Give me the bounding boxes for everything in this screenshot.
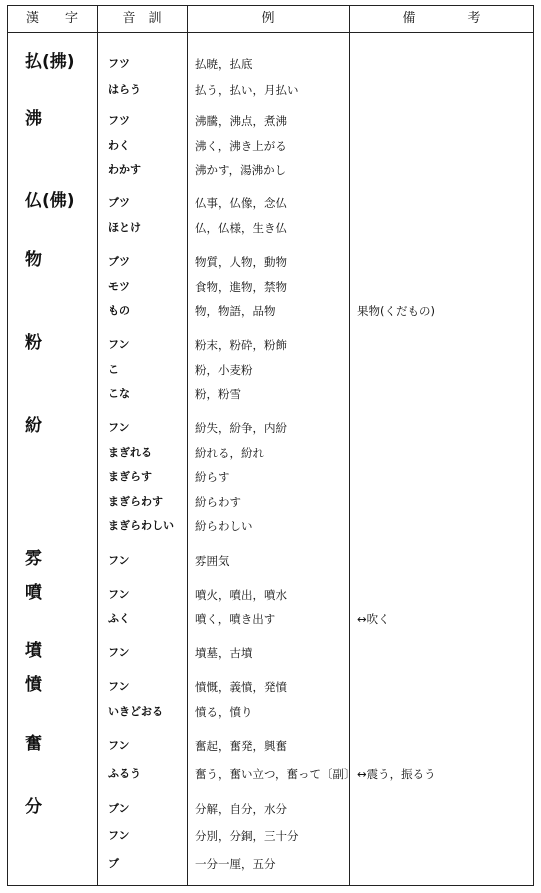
reading-cell: まぎらわす <box>108 495 163 508</box>
example-cell: 紛失，紛争，内紛 <box>195 421 287 435</box>
example-cell: 分解，自分，水分 <box>195 802 287 816</box>
reading-cell: はらう <box>108 83 141 96</box>
example-cell: 沸騰，沸点，煮沸 <box>195 114 287 128</box>
example-cell: 紛らわしい <box>195 519 253 533</box>
header-kanji: 漢 字 <box>25 11 78 26</box>
kanji-cell: 雰 <box>25 549 42 569</box>
example-cell: 雰囲気 <box>195 554 230 568</box>
reading-cell: ふく <box>108 612 130 625</box>
example-cell: 仏事，仏像，念仏 <box>195 196 287 210</box>
kanji-cell: 粉 <box>25 333 42 353</box>
header-divider <box>7 32 534 33</box>
example-cell: 食物，進物，禁物 <box>195 280 287 294</box>
kanji-cell: 噴 <box>25 583 42 603</box>
example-cell: 墳墓，古墳 <box>195 646 253 660</box>
column-divider <box>349 5 350 886</box>
reading-cell: こな <box>108 387 130 400</box>
reading-cell: フン <box>108 338 130 351</box>
reading-cell: こ <box>108 363 119 376</box>
example-cell: 噴火，噴出，噴水 <box>195 588 287 602</box>
reading-cell: ブツ <box>108 196 130 209</box>
reading-cell: フツ <box>108 57 130 70</box>
example-cell: 奮起，奮発，興奮 <box>195 739 287 753</box>
example-cell: 紛れる，紛れ <box>195 446 264 460</box>
example-cell: 憤る，憤り <box>195 705 253 719</box>
reading-cell: まぎれる <box>108 446 152 459</box>
example-cell: 憤慨，義憤，発憤 <box>195 680 287 694</box>
example-cell: 紛らわす <box>195 495 241 509</box>
reading-cell: フツ <box>108 114 130 127</box>
kanji-cell: 奮 <box>25 734 42 754</box>
reading-cell: いきどおる <box>108 705 163 718</box>
column-divider <box>97 5 98 886</box>
reading-cell: フン <box>108 680 130 693</box>
example-cell: 一分一厘，五分 <box>195 857 276 871</box>
example-cell: 物，物語，品物 <box>195 304 276 318</box>
reading-cell: まぎらわしい <box>108 519 174 532</box>
header-note: 備 考 <box>402 11 481 26</box>
note-cell: ↔吹く <box>357 612 390 626</box>
reading-cell: フン <box>108 421 130 434</box>
reading-cell: わく <box>108 139 130 152</box>
example-cell: 払う，払い，月払い <box>195 83 299 97</box>
example-cell: 奮う，奮い立つ，奮って〔副〕 <box>195 767 356 781</box>
example-cell: 沸く，沸き上がる <box>195 139 287 153</box>
reading-cell: ブン <box>108 802 130 815</box>
reading-cell: フン <box>108 588 130 601</box>
example-cell: 仏，仏様，生き仏 <box>195 221 287 235</box>
reading-cell: フン <box>108 554 130 567</box>
note-cell: ↔震う，振るう <box>357 767 436 781</box>
reading-cell: ブ <box>108 857 119 870</box>
column-divider <box>187 5 188 886</box>
example-cell: 払暁，払底 <box>195 57 253 71</box>
reading-cell: フン <box>108 739 130 752</box>
note-cell: 果物(くだもの) <box>357 304 435 318</box>
header-example: 例 <box>261 11 275 26</box>
example-cell: 紛らす <box>195 470 230 484</box>
reading-cell: まぎらす <box>108 470 152 483</box>
reading-cell: フン <box>108 646 130 659</box>
reading-cell: もの <box>108 304 130 317</box>
reading-cell: ふるう <box>108 767 141 780</box>
reading-cell: モツ <box>108 280 130 293</box>
reading-cell: ブツ <box>108 255 130 268</box>
kanji-cell: 墳 <box>25 641 42 661</box>
example-cell: 噴く，噴き出す <box>195 612 276 626</box>
reading-cell: フン <box>108 829 130 842</box>
example-cell: 粉，小麦粉 <box>195 363 253 377</box>
example-cell: 分別，分銅，三十分 <box>195 829 299 843</box>
kanji-cell: 沸 <box>25 109 42 129</box>
example-cell: 粉，粉雪 <box>195 387 241 401</box>
reading-cell: わかす <box>108 163 141 176</box>
example-cell: 粉末，粉砕，粉飾 <box>195 338 287 352</box>
kanji-cell: 紛 <box>25 416 42 436</box>
reading-cell: ほとけ <box>108 221 141 234</box>
example-cell: 沸かす，湯沸かし <box>195 163 287 177</box>
kanji-cell: 仏(佛) <box>25 191 75 211</box>
kanji-cell: 憤 <box>25 675 42 695</box>
kanji-cell: 物 <box>25 250 42 270</box>
kanji-cell: 払(拂) <box>25 52 75 72</box>
example-cell: 物質，人物，動物 <box>195 255 287 269</box>
kanji-cell: 分 <box>25 797 42 817</box>
header-reading: 音 訓 <box>122 11 162 26</box>
